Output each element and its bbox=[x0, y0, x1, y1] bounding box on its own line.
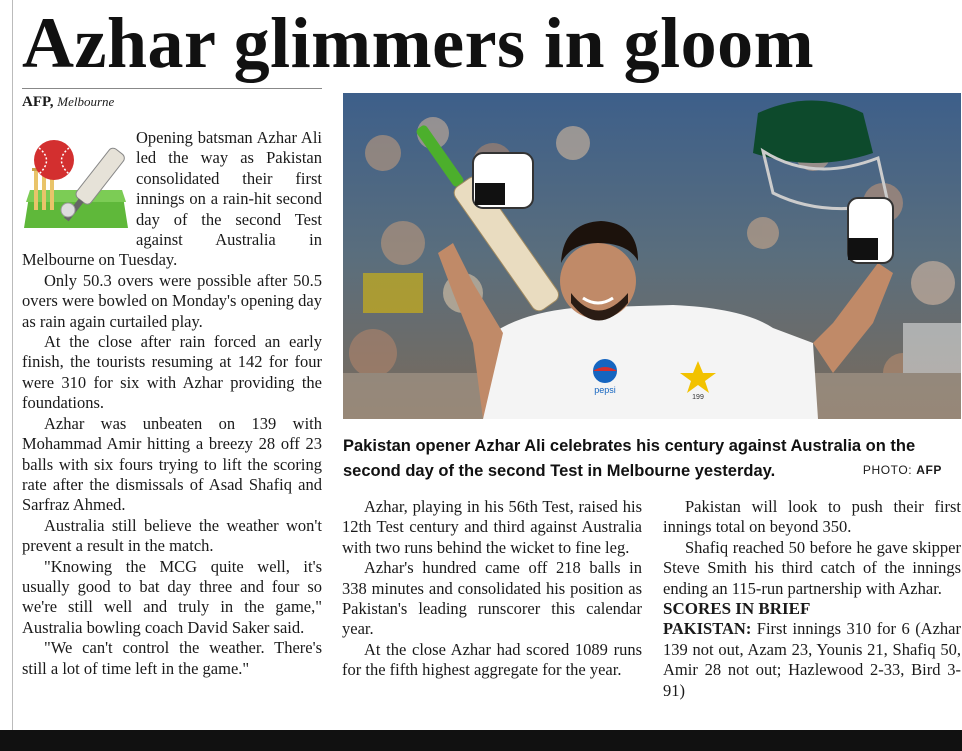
scores-heading: SCORES IN BRIEF bbox=[663, 599, 811, 619]
article-photo bbox=[343, 93, 961, 419]
paragraph: Azhar was unbeaten on 139 with Mohammad Amir hitting a breezy 28 off 23 balls with six fours trying to lift the scoring rate after the dismissals of Asad Shafiq and Sarfraz Ahmed. bbox=[22, 413, 322, 515]
paragraph: At the close Azhar had scored 1089 runs for the fifth highest aggregate for the year. bbox=[342, 639, 642, 680]
article-column-1 bbox=[22, 128, 322, 679]
column-rule bbox=[12, 0, 13, 730]
photo-credit-label: PHOTO: bbox=[862, 463, 913, 477]
scores-team: PAKISTAN: bbox=[663, 619, 752, 639]
photo-credit bbox=[863, 463, 942, 477]
paragraph: Australia still believe the weather won't prevent a result in the match. bbox=[22, 515, 322, 556]
paragraph: Pakistan will look to push their first innings total on beyond 350. bbox=[663, 497, 961, 537]
shirt-sponsor-text: pepsi bbox=[594, 385, 616, 395]
paragraph: "Knowing the MCG quite well, it's usually good to bat day three and four so we're still well and truly in the game," Australia bowling coach David Saker said. bbox=[22, 556, 322, 637]
byline-agency: AFP, bbox=[22, 94, 54, 110]
paragraph: Shafiq reached 50 before he gave skipper Steve Smith his third catch of the innings ending an 115-run partnership with Azhar. bbox=[663, 537, 961, 598]
photo-credit-source: AFP bbox=[916, 463, 942, 477]
paragraph: "We can't control the weather. There's still a lot of time left in the game." bbox=[22, 638, 322, 678]
photo-caption: Pakistan opener Azhar Ali celebrates his century against Australia on the second day of the second Test in Melbourne yesterday. bbox=[343, 437, 916, 480]
article-column-3 bbox=[663, 497, 961, 701]
byline-rule bbox=[22, 88, 322, 89]
cricketer-celebrating-image bbox=[343, 93, 961, 419]
paragraph: Only 50.3 overs were possible after 50.5 overs were bowled on Monday's opening day as rain again curtailed play. bbox=[22, 270, 322, 331]
paragraph: Azhar's hundred came off 218 balls in 338 minutes and consolidated his position as Pakistan's leading runscorer this calendar year. bbox=[342, 558, 642, 639]
paragraph: At the close after rain forced an early finish, the tourists resuming at 142 for four were 310 for six with Azhar providing the foundations. bbox=[22, 332, 322, 413]
page-bottom-bar bbox=[0, 730, 962, 751]
scores-paragraph bbox=[663, 619, 961, 701]
paragraph: Opening batsman Azhar Ali led the way as Pakistan consolidated their first innings on a rain-hit second day of the second Test against Australia in Melbourne on Tuesday. bbox=[22, 128, 322, 270]
scores-text: First innings 310 for 6 (Azhar 139 not out, Azam 23, Younis 21, Shafiq 50, Amir 28 not out; Hazlewood 2-33, Bird 3-91) bbox=[663, 619, 961, 700]
byline-city: Melbourne bbox=[57, 94, 115, 109]
paragraph: Azhar, playing in his 56th Test, raised his 12th Test century and third against Australia with two runs behind the wicket to fine leg. bbox=[342, 497, 642, 557]
dateline bbox=[22, 94, 114, 111]
article-column-2 bbox=[342, 497, 642, 681]
cricket-ball-bat-stumps-icon bbox=[22, 130, 130, 234]
shirt-number-text: 199 bbox=[692, 394, 704, 401]
headline: Azhar glimmers in gloom bbox=[22, 3, 815, 83]
